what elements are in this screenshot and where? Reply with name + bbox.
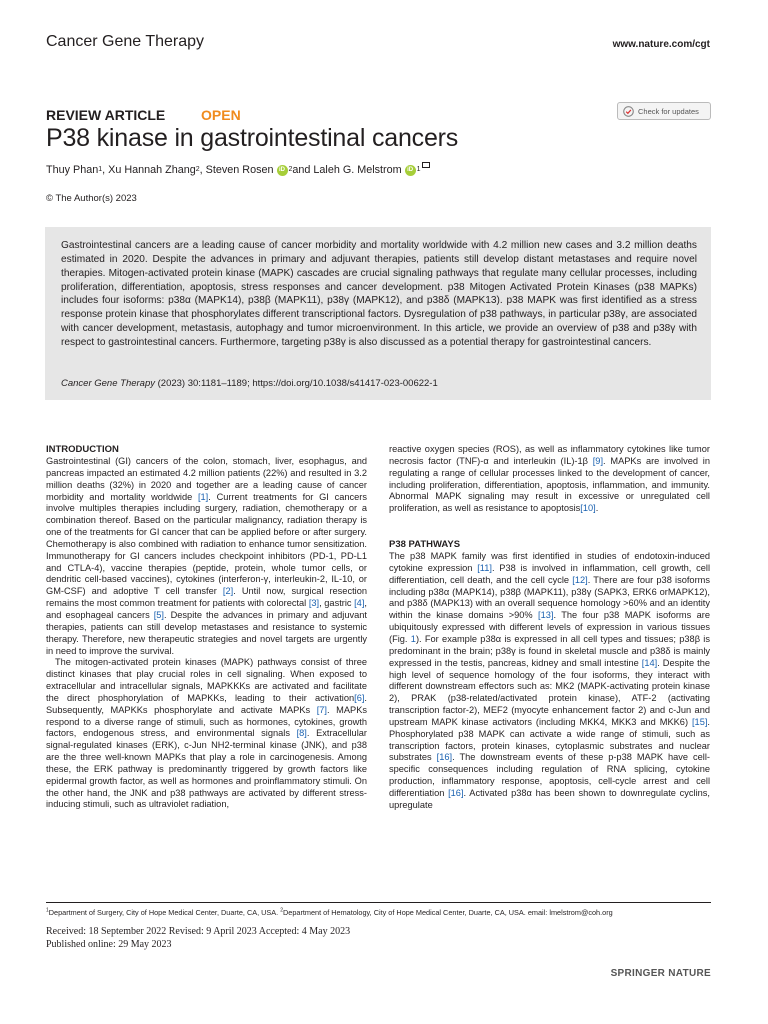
reference-link[interactable]: [5]	[153, 609, 165, 620]
reference-link[interactable]: [15]	[691, 716, 708, 727]
reference-link[interactable]: [6]	[354, 692, 365, 703]
received-dates: Received: 18 September 2022 Revised: 9 April 2023 Accepted: 4 May 2023	[46, 926, 351, 937]
journal-name: Cancer Gene Therapy	[46, 33, 205, 50]
section-heading-introduction: INTRODUCTION	[46, 444, 119, 455]
abstract-box	[45, 227, 711, 400]
footnote-divider	[46, 902, 711, 903]
reference-link[interactable]: [3]	[308, 598, 320, 609]
body-paragraph: reactive oxygen species (ROS), as well as inflammatory cytokines like tumor necrosis factor (TNF)-α and interleukin (IL)-1β [9]. MAPKs are involved in regulating a range of cellular processes linked to the development of cancer, including proliferation, differentiation, apoptosis, inflammation, and immunity. Abnormal MAPK signaling may result in excessive or unregulated cell proliferation, as well as resistance to apoptosis[10].	[389, 444, 710, 514]
open-access-badge: OPEN	[201, 107, 241, 123]
orcid-icon[interactable]: iD	[277, 165, 288, 176]
body-paragraph: The p38 MAPK family was first identified in studies of endotoxin-induced cytokine expression [11]. P38 is involved in inflammation, cell growth, cell differentiation, cell death, and the cell cycle [12]. There are four p38 isoforms including p38α (MAPK14), p38β (MAPK11), p38γ (SAPK3, ERK6 orMAPK12), and p38δ (MAPK13) with an overall sequence homology >60% and an identity within the kinase domains >90% [13]. The four p38 MAPK isoforms are ubiquitously expressed with different levels of expression in various tissues (Fig. 1). For example p38α is expressed in all cell types and tissues; p38β is predominant in the brain; p38γ is found in skeletal muscle and p38δ is mainly expressed in the testis, pancreas, kidney and small intestine [14]. Despite the high level of sequence homology of the four isoforms, they interact with different downstream effectors such as: MK2 (MAPK-activating protein kinase 2), PRAK (p38-related/activated protein kinase), ATF-2 (activating transcription factor-2), MEF2 (myocyte enhancement factor 2) and c-Jun and upstream MAPK kinase activators (including MKK4, MKK3 and MKK6) [15]. Phosphorylated p38 MAPK can activate a wide range of stimuli, such as transcription factors, protein kinases, cytoplasmic substrates and nuclear substrates [16]. The downstream events of these p-p38 MAPK have cell-specific consequences including regulation of RNA splicing, cytokine production, inflammatory response, apoptosis, cell-cycle arrest and cell differentiation [16]. Activated p38α has been shown to downregulate cyclins, upregulate	[389, 551, 711, 810]
author-name[interactable]: , Steven Rosen	[199, 164, 274, 176]
reference-link[interactable]: [4]	[354, 598, 365, 609]
article-title: P38 kinase in gastrointestinal cancers	[46, 124, 459, 152]
check-for-updates-label: Check for updates	[638, 106, 699, 116]
reference-link[interactable]: [14]	[641, 657, 658, 668]
citation-line	[61, 378, 438, 389]
section-heading-p38-pathways: P38 PATHWAYS	[389, 539, 461, 551]
author-name[interactable]: Thuy Phan	[46, 164, 99, 176]
reference-link[interactable]: [7]	[316, 704, 327, 715]
reference-link[interactable]: [11]	[477, 562, 492, 573]
body-paragraph: The mitogen-activated protein kinases (MAPK) pathways consist of three distinct kinases that play crucial roles in cell signaling. When exposed to extracellular and intracellular signals, MAPKKKs are activated and facilitate the direct phosphorylation of MAPKKs, leading to their activation[6]. Subsequently, MAPKKs phosphorylate and activate MAPKs [7]. MAPKs respond to a diverse range of stimuli, such as hormones, cytokines, growth factors, endogenous stress, and environmental signals [8]. Extracellular signal-regulated kinases (ERK), c-Jun NH2-terminal kinase (JNK), and p38 are the three well-known MAPKs that play a role in carcinogenesis. Among these, the ERK pathway is predominantly triggered by growth factors like epidermal growth factor, as well as hormones and proinflammatory stimuli. On the other hand, the JNK and p38 pathways are activated by different stress-inducing stimuli, such as ultraviolet radiation,	[46, 657, 367, 810]
published-date: Published online: 29 May 2023	[46, 939, 172, 950]
reference-link[interactable]: [13]	[538, 610, 554, 621]
body-column-right	[389, 444, 710, 812]
reference-link[interactable]: [1]	[197, 491, 209, 502]
reference-link[interactable]: [16]	[436, 752, 453, 763]
figure-link[interactable]: 1	[410, 633, 416, 644]
reference-link[interactable]: [10]	[580, 503, 596, 514]
email-link[interactable]: email: lmelstrom@coh.org	[527, 908, 613, 917]
reference-link[interactable]: [8]	[296, 728, 307, 739]
publisher-logo: SPRINGER NATURE	[610, 968, 711, 979]
citation-journal: Cancer Gene Therapy	[61, 378, 155, 389]
reference-link[interactable]: [2]	[222, 586, 234, 597]
reference-link[interactable]: [9]	[592, 455, 604, 466]
body-paragraph: Gastrointestinal (GI) cancers of the colon, stomach, liver, esophagus, and pancreas impacted an estimated 4.2 million patients (22%) and resulted in 3.2 million deaths (32%) in 2020 and together are a leading cause of cancer morbidity and mortality worldwide [1]. Current treatments for GI cancers involve multiples therapies including surgery, radiation, chemotherapy or a combination thereof. Based on the particular malignancy, radiation therapy is one of the treatments for GI cancer that can be applied before or after surgery. Chemotherapy is also combined with radiation to enhance tumor sensitization. Immunotherapy for GI cancers includes checkpoint inhibitors (PD-1, PD-L1 and CTLA-4), vaccine therapies (peptide, protein, whole tumor cells, or dendritic cell-based vaccines), cytokines (interferon-γ, interleukin-2, IL-10, or GM-CSF) and adoptive T cell transfer [2]. Until now, surgical resection remains the most common treatment for patients with colorectal [3], gastric [4], and esophageal cancers [5]. Despite the advances in primary and adjuvant therapies, patients can still develop metastases and resistance to systemic therapy. Therefore, new therapeutic strategies and novel targets are urgently in need to improve the survival.	[46, 456, 367, 656]
author-list: Thuy Phan 1 , Xu Hannah Zhang 2 , Steven Rosen iD 2 and Laleh G. Melstrom iD 1	[46, 164, 430, 176]
journal-url-link[interactable]: www.nature.com/cgt	[612, 39, 710, 50]
email-icon[interactable]	[422, 162, 430, 168]
reference-link[interactable]: [12]	[572, 574, 588, 585]
body-column-left	[46, 444, 367, 811]
orcid-icon[interactable]: iD	[405, 165, 416, 176]
affiliations-footnote: $^1$Department of Surgery, City of Hope Medical Center, Duarte, CA, USA. $^2$Department of Hematology, City of Hope Medical Center, Duarte, CA, USA. email: lmelstrom@coh.org	[46, 907, 613, 917]
article-type: REVIEW ARTICLE	[46, 107, 166, 123]
check-for-updates-button[interactable]	[617, 102, 711, 120]
check-for-updates-icon	[623, 106, 634, 117]
author-name[interactable]: , Xu Hannah Zhang	[102, 164, 196, 176]
copyright-notice: © The Author(s) 2023	[46, 193, 137, 204]
abstract-text: Gastrointestinal cancers are a leading cause of cancer morbidity and mortality worldwide with 4.2 million new cases and 3.2 million deaths estimated in 2020. Despite the advances in primary and adjuvant therapies, patients still develop distant metastases and require novel therapies. Mitogen-activated protein kinase (MAPK) cascades are crucial signaling pathways that regulate many cellular processes, including proliferation, differentiation, apoptosis, stress responses and cancer development. p38 Mitogen Activated Protein Kinases (p38 MAPKs) includes four isoforms: p38α (MAPK14), p38β (MAPK11), p38γ (MAPK12), and p38δ (MAPK13). p38 MAPK was first identified as a stress response protein kinase that phosphorylates different transcriptional factors. Dysregulation of p38 pathways, in particular p38γ, are associated with cancer development, metastasis, autophagy and tumor microenvironment. In this article, we provide an overview of p38 and p38γ with respect to gastrointestinal cancers. Furthermore, targeting p38γ is also discussed as a potential therapy for gastrointestinal cancers.	[61, 240, 697, 348]
author-name[interactable]: and Laleh G. Melstrom	[292, 164, 402, 176]
citation-doi[interactable]: (2023) 30:1181–1189; https://doi.org/10.1038/s41417-023-00622-1	[155, 378, 438, 389]
reference-link[interactable]: [16]	[448, 787, 464, 798]
